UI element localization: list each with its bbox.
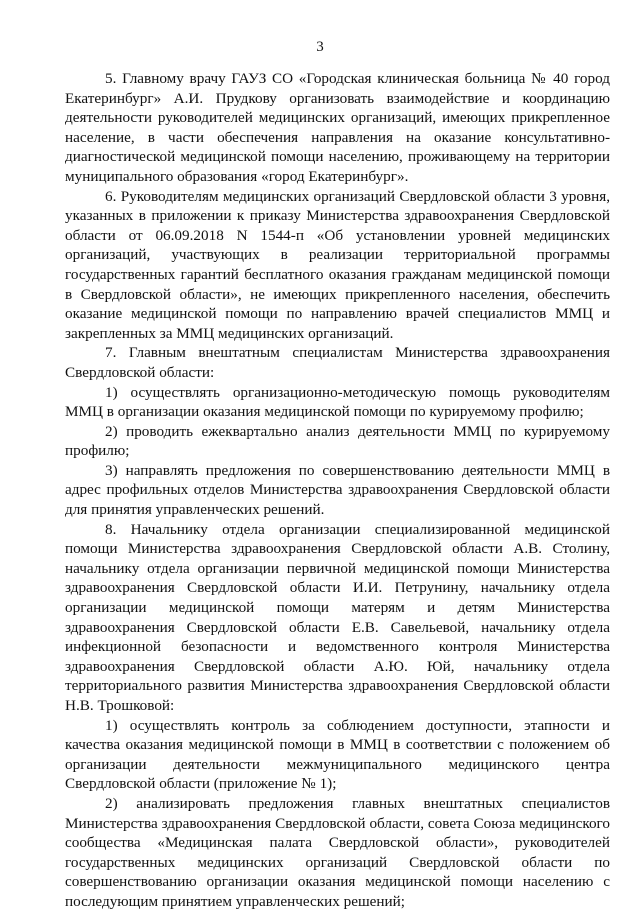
paragraph-8-item-2: 2) анализировать предложения главных внештатных специалистов Министерства здравоохранения Свердловской области, совета Союза медицинского сообщества «Медицинская палата Свердловской области», руководителей государственных медицинских организаций Свердловской области по совершенствованию организации оказания медицинской помощи населению с последующим принятием управленческих решений;: [65, 794, 610, 910]
paragraph-7-item-1: 1) осуществлять организационно-методическую помощь руководителям ММЦ в организации оказания медицинской помощи по курируемому профилю;: [65, 383, 610, 421]
paragraph-7-item-3: 3) направлять предложения по совершенствованию деятельности ММЦ в адрес профильных отделов Министерства здравоохранения Свердловской области для принятия управленческих решений.: [65, 461, 610, 519]
paragraph-8: 8. Начальнику отдела организации специализированной медицинской помощи Министерства здравоохранения Свердловской области А.В. Столину, начальнику отдела организации первичной медицинской помощи Министерства здравоохранения Свердловской области И.И. Петрунину, начальнику отдела организации медицинской помощи матерям и детям Министерства здравоохранения Свердловской области Е.В. Савельевой, начальнику отдела инфекционной безопасности и ведомственного контроля Министерства здравоохранения Свердловской области А.Ю. Юй, начальнику отдела территориального развития Министерства здравоохранения Свердловской области Н.В. Трошковой:: [65, 520, 610, 714]
document-body: [65, 69, 610, 912]
paragraph-8-item-1: 1) осуществлять контроль за соблюдением доступности, этапности и качества оказания медицинской помощи в ММЦ в соответствии с положением об организации деятельности межмуниципального медицинского центра Свердловской области (приложение № 1);: [65, 716, 610, 793]
paragraph-5: 5. Главному врачу ГАУЗ СО «Городская клиническая больница № 40 город Екатеринбург» А.И. Прудкову организовать взаимодействие и координацию деятельности руководителей медицинских организаций, имеющих прикрепленное население, в части обеспечения направления на оказание консультативно-диагностической медицинской помощи населению, проживающему на территории муниципального образования «город Екатеринбург».: [65, 70, 610, 185]
paragraph-7: 7. Главным внештатным специалистам Министерства здравоохранения Свердловской области:: [65, 344, 610, 381]
page-number: 3: [316, 39, 324, 55]
paragraph-6: 6. Руководителям медицинских организаций Свердловской области 3 уровня, указанных в приложении к приказу Министерства здравоохранения Свердловской области от 06.09.2018 N 1544-п «Об установлении уровней медицинских организаций, участвующих в реализации территориальной программы государственных гарантий бесплатного оказания гражданам медицинской помощи в Свердловской области», не имеющих прикрепленного населения, обеспечить оказание медицинской помощи по направлению врачей специалистов ММЦ и закрепленных за ММЦ медицинских организаций.: [65, 187, 610, 342]
paragraph-7-item-2: 2) проводить ежеквартально анализ деятельности ММЦ по курируемому профилю;: [65, 422, 610, 460]
